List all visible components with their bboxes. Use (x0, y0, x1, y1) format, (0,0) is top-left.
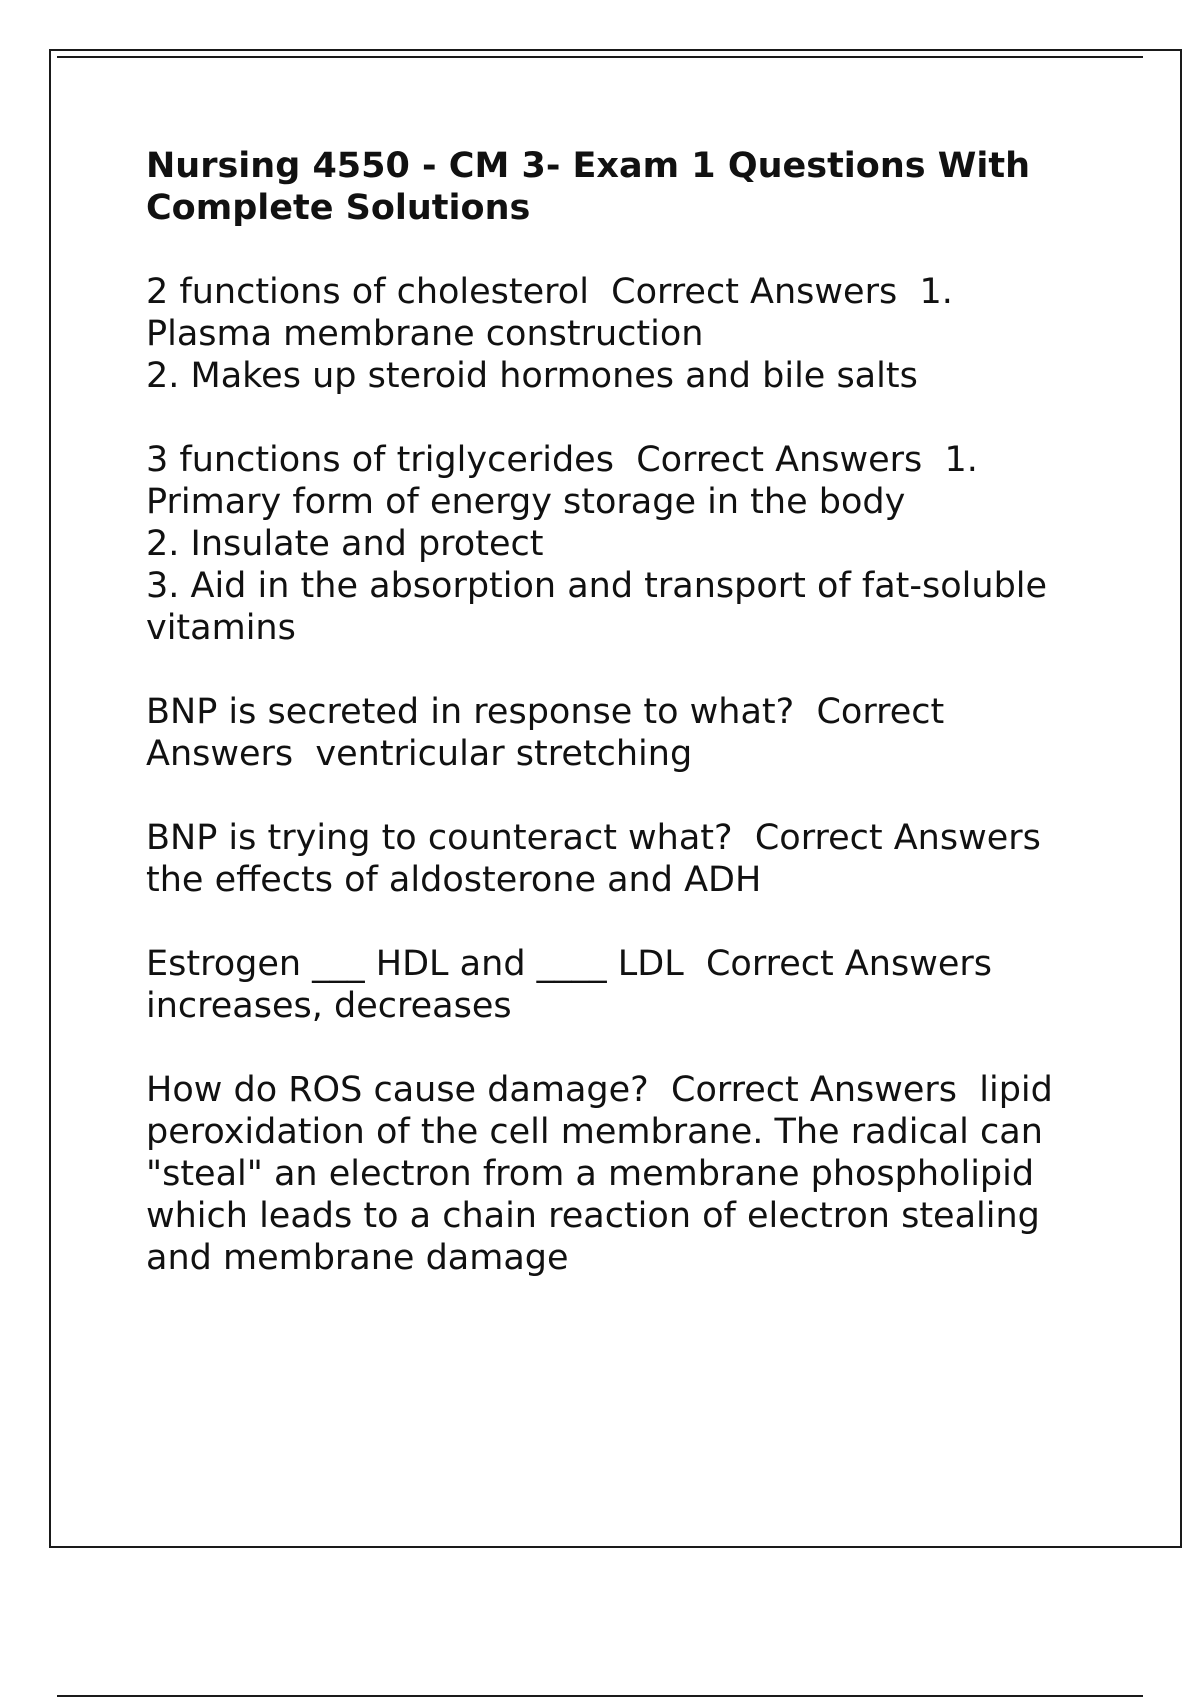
qa-line: increases, decreases (146, 986, 512, 1026)
qa-entry-bnp-counteract (146, 817, 1106, 901)
qa-line: 3 functions of triglycerides Correct Answers 1. (146, 440, 978, 480)
qa-line: Estrogen ___ HDL and ____ LDL Correct Answers (146, 944, 992, 984)
qa-entry-cholesterol (146, 271, 1106, 397)
qa-line: 2. Makes up steroid hormones and bile salts (146, 356, 918, 396)
qa-line: BNP is secreted in response to what? Correct (146, 692, 945, 732)
title-line: Nursing 4550 - CM 3- Exam 1 Questions With (146, 146, 1031, 186)
qa-line: Primary form of energy storage in the body (146, 482, 906, 522)
qa-entry-ros-damage (146, 1069, 1106, 1279)
qa-line: BNP is trying to counteract what? Correct Answers (146, 818, 1041, 858)
bottom-rule (57, 1695, 1143, 1697)
qa-line: How do ROS cause damage? Correct Answers lipid (146, 1070, 1053, 1110)
document-title (146, 145, 1106, 229)
qa-line: 2. Insulate and protect (146, 524, 544, 564)
title-line: Complete Solutions (146, 188, 531, 228)
qa-line: Answers ventricular stretching (146, 734, 693, 774)
qa-entry-bnp-secreted (146, 691, 1106, 775)
qa-line: 3. Aid in the absorption and transport of fat-soluble (146, 566, 1048, 606)
qa-line: Plasma membrane construction (146, 314, 704, 354)
qa-line: "steal" an electron from a membrane phospholipid (146, 1154, 1035, 1194)
qa-line: the effects of aldosterone and ADH (146, 860, 762, 900)
qa-line: vitamins (146, 608, 296, 648)
document-body (146, 145, 1106, 1279)
qa-line: which leads to a chain reaction of electron stealing (146, 1196, 1040, 1236)
qa-entry-estrogen (146, 943, 1106, 1027)
qa-line: peroxidation of the cell membrane. The radical can (146, 1112, 1043, 1152)
qa-line: and membrane damage (146, 1238, 569, 1278)
qa-entry-triglycerides (146, 439, 1106, 649)
qa-line: 2 functions of cholesterol Correct Answers 1. (146, 272, 953, 312)
